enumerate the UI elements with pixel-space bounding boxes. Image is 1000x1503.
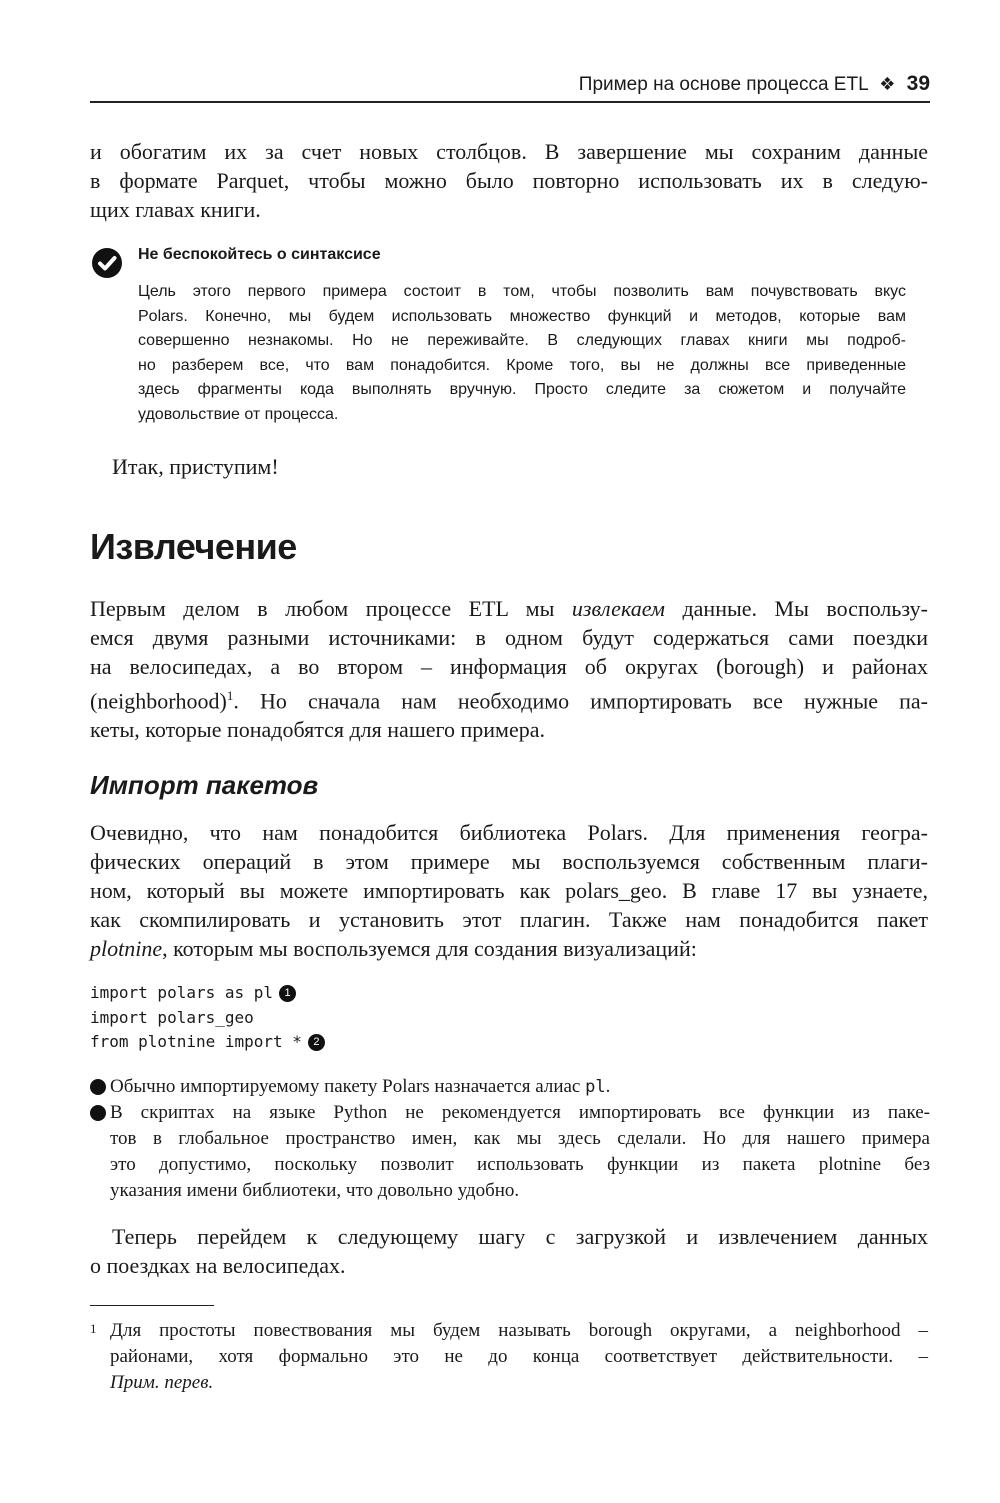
note-line: совершенно незнакомы. Но не переживайте. В следующих главах книги мы подроб- <box>138 332 906 349</box>
annotation-text <box>110 1074 930 1100</box>
callout-2-icon: 2 <box>308 1034 325 1051</box>
import-line: ном, который вы можете импортировать как polars_geo. В главе 17 вы узнаете, <box>90 878 928 903</box>
text-run: Первым делом в любом процессе ETL мы <box>90 596 572 621</box>
page-number: 39 <box>906 72 930 95</box>
text-run: , которым мы воспользуемся для создания визуализаций: <box>162 936 697 961</box>
code-line <box>90 1006 325 1031</box>
import-line: фических операций в этом примере мы воспользуемся собственным плаги- <box>90 849 928 874</box>
header-rule <box>90 101 930 103</box>
extract-line: на велосипедах, а во втором – информация об округах (borough) и районах <box>90 654 928 679</box>
code-text: from plotnine import * <box>90 1032 302 1051</box>
footnote-ref[interactable]: 1 <box>226 688 234 703</box>
subsection-heading: Импорт пакетов <box>90 770 319 800</box>
intro-line: щих главах книги. <box>90 197 261 222</box>
note-title: Не беспокойтесь о синтаксисе <box>138 246 381 263</box>
footnote-mark: 1 <box>90 1321 97 1336</box>
code-line <box>90 981 325 1006</box>
emphasis: Прим. перев. <box>110 1372 214 1393</box>
callout-1-icon <box>90 1079 106 1095</box>
annotation-1 <box>90 1074 930 1100</box>
emphasis: plotnine <box>90 936 163 961</box>
import-paragraph <box>90 818 928 963</box>
import-line: Очевидно, что нам понадобится библиотека Polars. Для применения геогра- <box>90 820 928 845</box>
annotation-line: тов в глобальное пространство имен, как мы здесь сделали. Но для нашего примера <box>110 1128 930 1149</box>
next-paragraph <box>90 1222 928 1280</box>
running-head <box>90 72 930 100</box>
annotation-line: это допустимо, поскольку позволит использовать функции из пакета plotnine без <box>110 1154 930 1175</box>
extract-paragraph <box>90 594 928 744</box>
annotation-line: В скриптах на языке Python не рекомендуется импортировать все функции из паке- <box>110 1102 930 1123</box>
next-line: Теперь перейдем к следующему шагу с загрузкой и извлечением данных <box>112 1224 928 1249</box>
code-text: import polars as pl <box>90 983 274 1002</box>
code-line <box>90 1030 325 1055</box>
code-text: import polars_geo <box>90 1007 254 1027</box>
note-line: но разберем все, что вам понадобится. Кроме того, вы не должны все приведенные <box>138 356 906 374</box>
text-run: данные. Мы воспользу- <box>664 596 928 621</box>
note-line: Цель этого первого примера состоит в том, чтобы позволить вам почувствовать вкус <box>138 283 906 300</box>
import-line <box>90 934 928 963</box>
annotation-2 <box>90 1100 930 1204</box>
inline-code: pl <box>585 1077 606 1097</box>
text-run: . Но сначала нам необходимо импортировать все нужные па- <box>233 688 928 714</box>
lets-go-text: Итак, приступим! <box>112 454 279 479</box>
intro-line: в формате Parquet, чтобы можно было повторно использовать их в следую- <box>90 168 928 193</box>
annotation-line: указания имени библиотеки, что довольно удобно. <box>110 1180 520 1201</box>
note-body <box>138 280 906 427</box>
footnote-line <box>110 1370 928 1396</box>
extract-line: кеты, которые понадобятся для нашего примера. <box>90 717 545 743</box>
text-run: Обычно импортируемому пакету Polars назначается алиас <box>110 1076 586 1097</box>
footnote-text <box>110 1318 928 1396</box>
note-line: Polars. Конечно, мы будем использовать множество функций и методов, которые вам <box>138 307 906 325</box>
callout-1-icon: 1 <box>279 985 296 1002</box>
check-mark-icon <box>92 248 122 278</box>
running-title: Пример на основе процесса ETL <box>578 74 868 95</box>
extract-line <box>90 594 928 623</box>
text-run: (neighborhood) <box>90 688 227 714</box>
emphasis: извлекаем <box>571 596 665 621</box>
code-block <box>90 981 325 1055</box>
extract-line <box>90 681 928 715</box>
callout-2-icon <box>90 1105 106 1121</box>
text-run: . <box>605 1076 611 1097</box>
next-line: о поездках на велосипедах. <box>90 1253 346 1278</box>
footnote-line: Для простоты повествования мы будем называть borough округами, a neighborhood – <box>110 1320 928 1341</box>
annotation-text <box>110 1100 930 1204</box>
check-circle-icon <box>92 248 122 278</box>
note-line: здесь фрагменты кода выполнять вручную. Просто следите за сюжетом и получайте <box>138 381 906 398</box>
extract-line: емся двумя разными источниками: в одном будут содержаться сами поездки <box>90 625 928 650</box>
separator-icon: ❖ <box>879 74 896 94</box>
intro-paragraph <box>90 137 928 224</box>
footnote <box>90 1318 928 1396</box>
footnote-line: районами, хотя формально это не до конца соответствует действительности. – <box>110 1346 928 1367</box>
footnote-rule <box>90 1305 214 1306</box>
intro-line: и обогатим их за счет новых столбцов. В завершение мы сохраним данные <box>90 139 928 164</box>
section-heading: Извлечение <box>90 526 297 567</box>
import-line: как скомпилировать и установить этот плагин. Также нам понадобится пакет <box>90 907 928 932</box>
note-line: удовольствие от процесса. <box>138 405 339 423</box>
